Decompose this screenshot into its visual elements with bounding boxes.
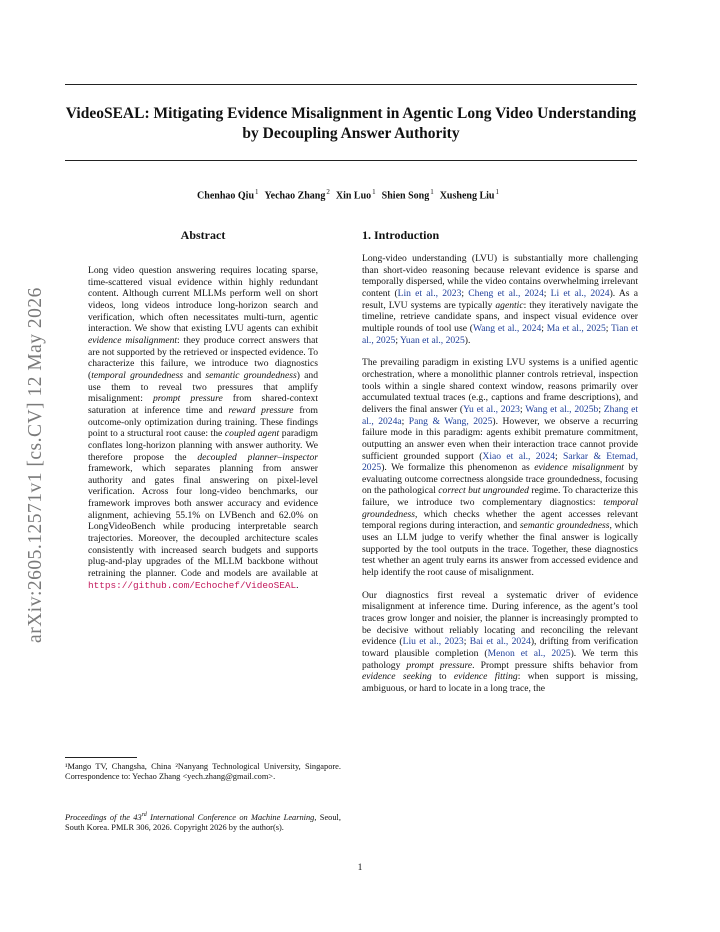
code-url-link[interactable]: https://github.com/Echochef/VideoSEAL — [88, 579, 297, 591]
emphasis: semantic groundedness — [519, 520, 610, 532]
emphasis: temporal groundedness — [362, 497, 638, 520]
author-affiliation-mark: 1 — [430, 188, 434, 196]
abstract-heading: Abstract — [180, 228, 226, 242]
citation-link[interactable]: Pang & Wang, 2025 — [408, 415, 493, 427]
title-rule-bottom — [65, 160, 637, 161]
text-run: from shared-context saturation at inference time and — [88, 393, 318, 416]
text-run: ; — [555, 450, 564, 462]
introduction-paragraph — [362, 253, 638, 346]
text-run: ), drifting from verification toward plausible completion ( — [362, 636, 638, 659]
text-run: from outcome-only optimization during training. These findings point to a structural root cause: the — [88, 404, 318, 440]
text-run: ; — [598, 403, 604, 415]
author-name: Xusheng Liu — [439, 190, 495, 202]
introduction-heading: 1. Introduction — [362, 228, 440, 242]
text-run: ; — [541, 322, 547, 334]
emphasis: evidence misalignment — [534, 462, 624, 474]
text-run: ). — [464, 334, 471, 346]
author-name: Chenhao Qiu — [197, 190, 255, 202]
citation-link[interactable]: Zhang et al., 2024a — [362, 403, 638, 427]
paper-title: VideoSEAL: Mitigating Evidence Misalignment in Agentic Long Video Understanding by Decoupling Answer Authority — [65, 105, 637, 142]
text-run: . — [296, 579, 299, 591]
text-run: ). However, we observe a recurring failure mode in this paradigm: agents exhibit premature commitment, outputting an answer even when their interaction trace cannot provide sufficient grounded support ( — [362, 415, 638, 462]
text-run: ). As a result, LVU systems are typically — [362, 287, 638, 311]
proceedings-rest: , Seoul, South Korea. PMLR 306, 2026. Copyright 2026 by the author(s). — [65, 812, 341, 832]
citation-link[interactable]: Wang et al., 2024 — [472, 322, 542, 334]
text-run: : they produce correct answers that are not supported by the retrieved or inspected evidence. To characterize this failure, we introduce two diagnostics ( — [88, 334, 318, 381]
citation-link[interactable]: Liu et al., 2023 — [402, 636, 464, 648]
text-run: ; — [605, 322, 612, 334]
text-run: ; — [401, 415, 409, 427]
affiliation-footnote: ¹Mango TV, Changsha, China ²Nanyang Technological University, Singapore. Correspondence to: Yechao Zhang <yech.zhang@gmail.com>. — [65, 762, 341, 782]
citation-link[interactable]: Tian et al., 2025 — [362, 322, 638, 346]
text-run: to — [431, 671, 454, 683]
abstract-body — [88, 265, 318, 602]
emphasis: decoupled planner–inspector — [197, 451, 318, 463]
proceedings-note — [65, 810, 341, 833]
citation-link[interactable]: Lin et al., 2023 — [397, 287, 462, 299]
author-name: Shien Song — [381, 190, 430, 202]
author-affiliation-mark: 1 — [495, 188, 499, 196]
emphasis: prompt pressure — [406, 659, 473, 671]
arxiv-stamp: arXiv:2605.12571v1 [cs.CV] 12 May 2026 — [25, 287, 46, 643]
author-list — [65, 188, 637, 201]
author-name: Yechao Zhang — [264, 190, 326, 202]
emphasis: agentic — [495, 299, 524, 311]
citation-link[interactable]: Sarkar & Etemad, 2025 — [362, 450, 638, 474]
citation-link[interactable]: Wang et al., 2025b — [525, 403, 599, 415]
emphasis: coupled agent — [224, 428, 280, 440]
page-number: 1 — [357, 862, 363, 873]
citation-link[interactable]: Xiao et al., 2024 — [482, 450, 555, 462]
text-run: : when support is missing, ambiguous, or hard to locate in a long trace, the — [362, 671, 639, 694]
text-run: ; — [395, 334, 401, 346]
citation-link[interactable]: Ma et al., 2025 — [546, 322, 606, 334]
text-run: framework, which separates planning from answer authority and gates final answering on pixel-level verification. Across four long-video benchmarks, our framework improves both answer accuracy and evidence alignment, achieving 55.1% on LVBench and 62.0% on LongVideoBench while producing interpretable search trajectories. Moreover, the decoupled architecture scales consistently with increased search budgets and supports plug-and-play upgrades of the MLLM backbone without retraining the planner. Code and models are available at — [88, 463, 318, 580]
text-run: Long-video understanding (LVU) is substantially more challenging than short-video reasoning because relevant evidence is sparse and temporally dispersed, while the video contains overwhelming irrelevant content ( — [362, 253, 638, 299]
introduction-paragraph — [362, 590, 638, 695]
text-run: The prevailing paradigm in existing LVU systems is a unified agentic orchestration, where a monolithic planner controls retrieval, inspection tools within a single shared context window, reasons primarily over accumulated textual traces (e.g., captions and frame descriptions), and delivers the final answer ( — [362, 357, 638, 415]
author-name: Xin Luo — [335, 190, 372, 202]
footnote-rule — [65, 757, 137, 758]
text-run: ). We term this pathology — [362, 648, 638, 671]
text-run: Long video question answering requires locating sparse, time-scattered visual evidence within highly redundant content. Although current MLLMs perform well on short videos, long videos introduce long-horizon search and verification, which often necessitates multi-turn, agentic interaction. We show that existing LVU agents can exhibit — [88, 265, 318, 335]
text-run: ) and use them to reveal two pressures that amplify misalignment: — [88, 369, 318, 405]
text-run: : they iteratively navigate the timeline, retrieve candidate spans, and inspect visual evidence over multiple rounds of tool use ( — [362, 299, 638, 334]
text-run: paradigm conflates long-horizon planning with answer authority. We therefore propose the — [88, 428, 318, 463]
citation-link[interactable]: Menon et al., 2025 — [487, 648, 571, 659]
author-affiliation-mark: 1 — [255, 188, 259, 196]
citation-link[interactable]: Cheng et al., 2024 — [468, 287, 544, 299]
text-run: , which checks whether the agent accesses relevant temporal regions during interaction, and — [362, 508, 638, 532]
proceedings-venue: Proceedings of the 43rd International Conference on Machine Learning — [65, 812, 315, 822]
author-affiliation-mark: 2 — [326, 188, 330, 196]
text-run: regime. To characterize this failure, we introduce two complementary diagnostics: — [362, 485, 638, 509]
title-rule-top — [65, 84, 637, 85]
text-run: ). We formalize this phenomenon as — [381, 462, 535, 474]
emphasis: evidence seeking — [362, 671, 432, 683]
citation-link[interactable]: Li et al., 2024 — [550, 287, 610, 299]
introduction-body — [362, 253, 638, 706]
text-run: ; — [461, 287, 469, 299]
emphasis: evidence fitting — [453, 671, 518, 683]
text-run: ; — [463, 636, 470, 648]
citation-link[interactable]: Bai et al., 2024 — [469, 636, 531, 648]
emphasis: reward pressure — [228, 404, 294, 416]
text-run: ; — [519, 403, 526, 415]
text-run: . Prompt pressure shifts behavior from — [472, 659, 638, 671]
abstract-paragraph — [88, 265, 318, 591]
emphasis: semantic groundedness — [205, 369, 297, 381]
emphasis: prompt pressure — [152, 393, 223, 405]
emphasis: correct but ungrounded — [438, 485, 529, 497]
text-run: ; — [543, 287, 551, 299]
text-run: Our diagnostics first reveal a systematic driver of evidence misalignment at inference time. During inference, as the agent’s tool traces grow longer and noisier, the planner is increasingly prompted to be decisive without reliably locating and reconciling the relevant evidence ( — [362, 589, 638, 648]
text-run: by evaluating outcome correctness alongside trace groundedness, focusing on the pathological — [362, 462, 638, 497]
citation-link[interactable]: Yuan et al., 2025 — [400, 334, 465, 346]
citation-link[interactable]: Yu et al., 2023 — [463, 403, 520, 415]
introduction-paragraph — [362, 357, 638, 578]
author-affiliation-mark: 1 — [372, 188, 376, 196]
text-run: , which uses an LLM judge to verify whether the final answer is logically supported by the tool outputs in the trace. Together, these diagnostics test whether an agent truly earns its answer from accessed evidence and help identify the root cause of misalignment. — [362, 520, 638, 579]
emphasis: evidence misalignment — [88, 334, 178, 346]
text-run: and — [183, 369, 206, 381]
emphasis: temporal groundedness — [91, 369, 184, 381]
